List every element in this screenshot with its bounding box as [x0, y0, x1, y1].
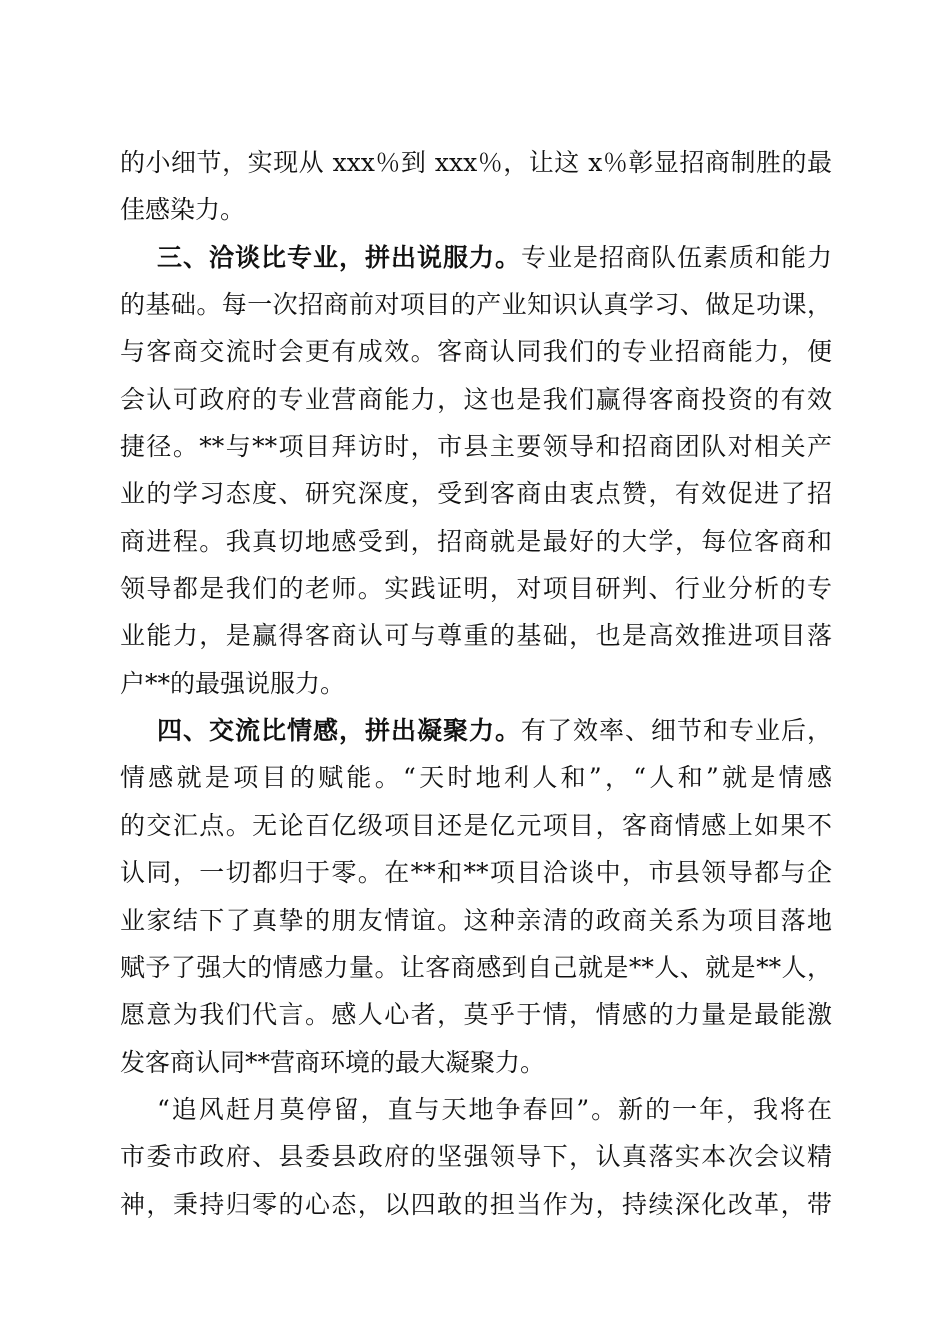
text-line [120, 991, 832, 1038]
text-line [120, 897, 832, 944]
line-text: 市委市政府、县委县政府的坚强领导下，认真落实本次会议精 [120, 1142, 832, 1172]
line-text: 情感就是项目的赋能。“天时地利人和”，“人和”就是情感 [120, 763, 832, 793]
line-text: 业家结下了真挚的朋友情谊。这种亲清的政商关系为项目落地 [120, 905, 832, 935]
text-line [120, 1086, 832, 1133]
text-line [120, 612, 832, 659]
line-text: 捷径。**与**项目拜访时，市县主要领导和招商团队对相关产 [120, 432, 832, 462]
line-text: 户**的最强说服力。 [120, 668, 346, 698]
line-text: 领导都是我们的老师。实践证明，对项目研判、行业分析的专 [120, 574, 832, 604]
text-line [120, 423, 832, 470]
line-text: 愿意为我们代言。感人心者，莫乎于情，情感的力量是最能激 [120, 1000, 832, 1030]
text-line [120, 518, 832, 565]
line-text: 的小细节，实现从 xxx％到 xxx％，让这 x％彰显招商制胜的最 [120, 148, 832, 177]
text-line [120, 1181, 832, 1228]
text-line [120, 470, 832, 517]
text-line [120, 944, 832, 991]
section-heading: 三、洽谈比专业，拼出说服力。 [157, 242, 521, 272]
line-text: 赋予了强大的情感力量。让客商感到自己就是**人、就是**人， [120, 952, 832, 982]
line-text: 发客商认同**营商环境的最大凝聚力。 [120, 1047, 546, 1077]
line-text: 神，秉持归零的心态，以四敢的担当作为，持续深化改革，带 [120, 1189, 832, 1219]
line-text: 的基础。每一次招商前对项目的产业知识认真学习、做足功课， [120, 290, 832, 320]
line-text: 与客商交流时会更有成效。客商认同我们的专业招商能力，便 [120, 337, 832, 367]
text-line [120, 802, 832, 849]
text-line [120, 234, 832, 281]
line-text: 商进程。我真切地感受到，招商就是最好的大学，每位客商和 [120, 526, 832, 556]
line-text: 的交汇点。无论百亿级项目还是亿元项目，客商情感上如果不 [120, 810, 832, 840]
document-body [120, 139, 832, 1228]
line-text: 专业是招商队伍素质和能力 [520, 242, 832, 272]
text-line [120, 660, 832, 707]
text-line [120, 565, 832, 612]
section-heading: 四、交流比情感，拼出凝聚力。 [157, 716, 521, 746]
line-text: 佳感染力。 [120, 195, 246, 225]
text-line [120, 849, 832, 896]
line-text: 有了效率、细节和专业后， [520, 716, 832, 746]
text-line [120, 281, 832, 328]
line-text: 会认可政府的专业营商能力，这也是我们赢得客商投资的有效 [120, 384, 832, 414]
text-line [120, 1039, 832, 1086]
text-line [120, 328, 832, 375]
line-text: 业能力，是赢得客商认可与尊重的基础，也是高效推进项目落 [120, 621, 832, 651]
line-text: “追风赶月莫停留，直与天地争春回”。新的一年，我将在 [157, 1094, 832, 1124]
line-text: 业的学习态度、研究深度，受到客商由衷点赞，有效促进了招 [120, 479, 832, 509]
text-line [120, 754, 832, 801]
text-line [120, 376, 832, 423]
text-line [120, 186, 832, 233]
line-text: 认同，一切都归于零。在**和**项目洽谈中，市县领导都与企 [120, 858, 832, 888]
text-line [120, 1133, 832, 1180]
text-line [120, 707, 832, 754]
text-line [120, 139, 832, 186]
